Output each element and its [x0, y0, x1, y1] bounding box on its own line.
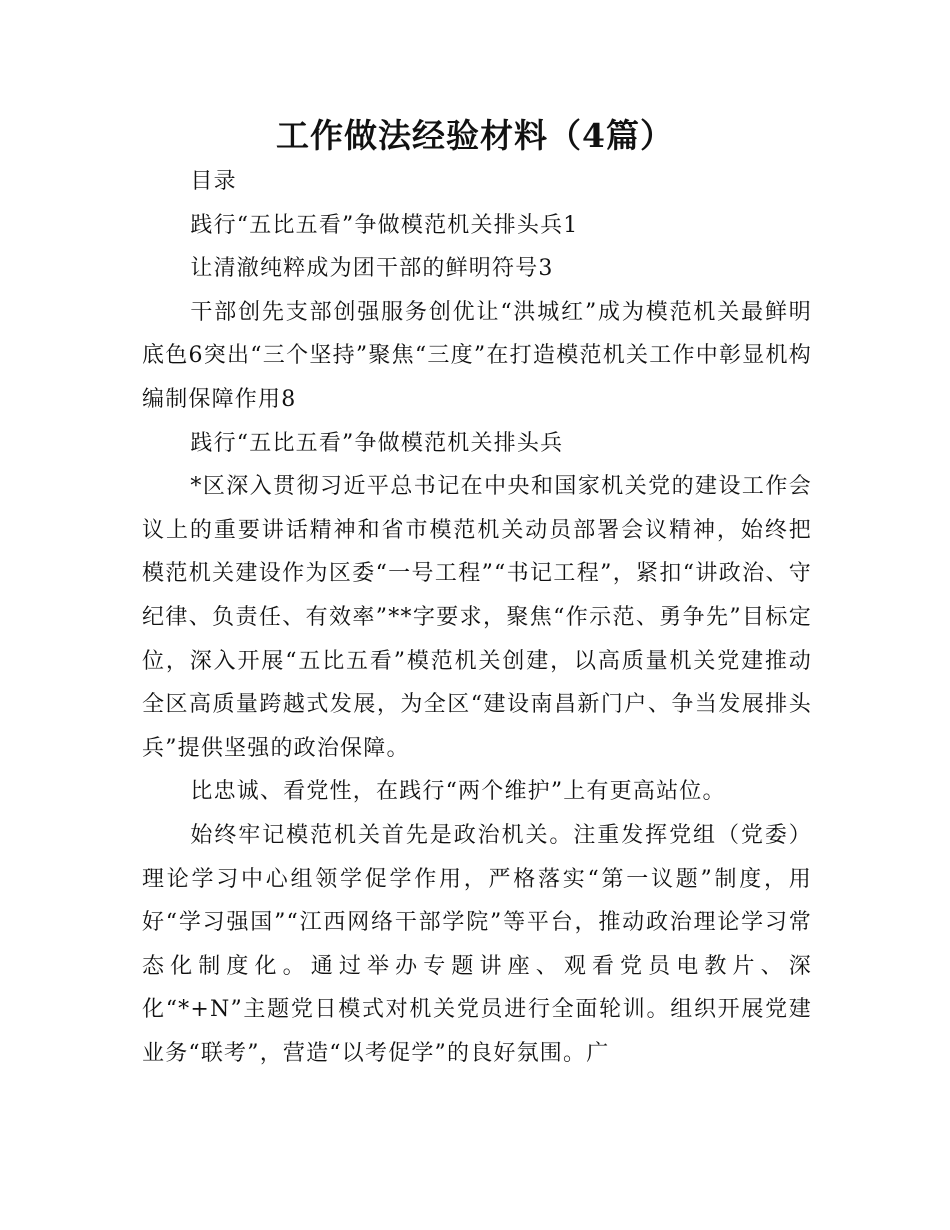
toc-heading: 目录 — [190, 169, 237, 194]
body-paragraph: 始终牢记模范机关首先是政治机关。注重发挥党组（党委）理论学习中心组领学促学作用，严格落实“第一议题”制度，用好“学习强国”“江西网络干部学院”等平台，推动政治理论学习常态化制度化。通过举办专题讲座、观看党员电教片、深化“*+N”主题党日模式对机关党员进行全面轮训。组织开展党建业务“联考”，营造“以考促学”的良好氛围。广 — [142, 822, 812, 1066]
document-title: 工作做法经验材料（4篇） — [276, 116, 674, 155]
article-title: 践行“五比五看”争做模范机关排头兵 — [190, 430, 564, 456]
section-heading: 比忠诚、看党性，在践行“两个维护”上有更高站位。 — [190, 779, 726, 805]
document-body — [142, 160, 812, 1075]
toc-item: 干部创先支部创强服务创优让“洪城红”成为模范机关最鲜明底色6突出“三个坚持”聚焦“三度”在打造模范机关工作中彰显机构编制保障作用8 — [142, 299, 812, 412]
toc-item: 践行“五比五看”争做模范机关排头兵1 — [190, 212, 579, 238]
toc-item: 让清澈纯粹成为团干部的鲜明符号3 — [190, 256, 554, 282]
body-paragraph: *区深入贯彻习近平总书记在中央和国家机关党的建设工作会议上的重要讲话精神和省市模范机关动员部署会议精神，始终把模范机关建设作为区委“一号工程”“书记工程”，紧扣“讲政治、守纪律、负责任、有效率”**字要求，聚焦“作示范、勇争先”目标定位，深入开展“五比五看”模范机关创建，以高质量机关党建推动全区高质量跨越式发展，为全区“建设南昌新门户、争当发展排头兵”提供坚强的政治保障。 — [142, 474, 812, 761]
